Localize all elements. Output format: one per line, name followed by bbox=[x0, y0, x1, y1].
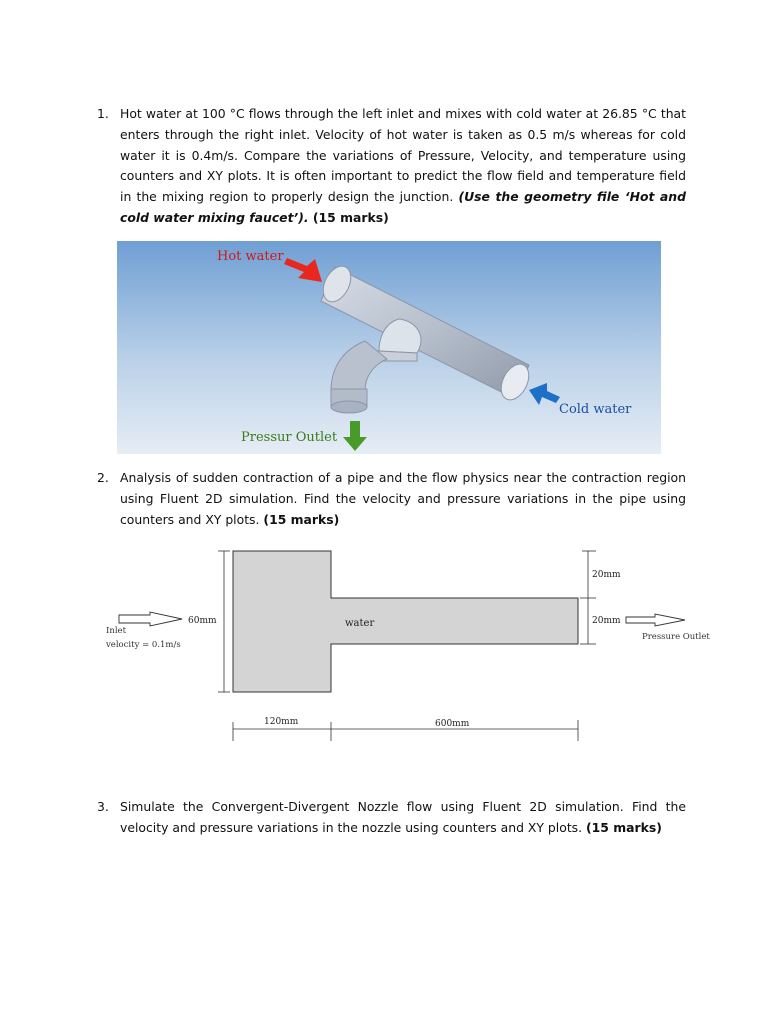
pipe-geometry bbox=[233, 551, 578, 692]
question-text: Simulate the Convergent-Divergent Nozzle flow using Fluent 2D simulation. Find the velocity and pressure variations in the nozzle using counters and XY plots. (15 marks) bbox=[120, 799, 686, 835]
marks: (15 marks) bbox=[263, 511, 340, 527]
question-text: Analysis of sudden contraction of a pipe and the flow physics near the contraction region using Fluent 2D simulation. Find the velocity and pressure variations in the pipe using counters and XY plots. (15 marks) bbox=[120, 470, 686, 527]
question-2 bbox=[97, 468, 686, 530]
geometry-file-note: (Use the geometry file ‘Hot and cold water mixing faucet’). bbox=[120, 189, 686, 225]
dim-outlet-height: 20mm bbox=[592, 616, 621, 626]
sudden-contraction-figure bbox=[100, 545, 720, 745]
inlet-velocity: velocity = 0.1m/s bbox=[106, 640, 181, 650]
marks: (15 marks) bbox=[308, 209, 389, 225]
outlet-dimensions bbox=[580, 551, 596, 644]
question-1 bbox=[97, 104, 686, 229]
dim-top-gap: 20mm bbox=[592, 570, 621, 580]
hot-water-label: Hot water bbox=[217, 249, 284, 264]
question-3 bbox=[97, 797, 686, 839]
cold-water-label: Cold water bbox=[559, 402, 632, 417]
outlet-label: Pressure Outlet bbox=[642, 632, 710, 642]
question-number: 2. bbox=[97, 470, 109, 485]
question-number: 1. bbox=[97, 106, 109, 121]
fluid-label: water bbox=[345, 618, 375, 629]
inlet-label: Inlet bbox=[106, 626, 126, 636]
marks: (15 marks) bbox=[586, 819, 662, 835]
dim-inlet-length: 120mm bbox=[264, 717, 299, 727]
question-number: 3. bbox=[97, 799, 109, 814]
inlet-height-dimension bbox=[218, 551, 230, 692]
question-text: Hot water at 100 °C flows through the left inlet and mixes with cold water at 26.85 °C that enters through the right inlet. Velocity of hot water is taken as 0.5 m/s whereas for cold water it is 0.4m/s. Compare the variations of Pressure, Velocity, and temperature using counters and XY plots. It is often important to predict the flow field and temperature field in the mixing region to properly design the junction. (Use the geometry file ‘Hot and cold water mixing faucet’). (15 marks) bbox=[120, 106, 686, 225]
pressure-outlet-label: Pressur Outlet bbox=[241, 430, 338, 445]
dim-inlet-height: 60mm bbox=[188, 616, 217, 626]
dim-total-length: 600mm bbox=[435, 719, 470, 729]
inlet-arrow bbox=[119, 612, 182, 626]
outlet-arrow bbox=[626, 614, 685, 626]
mixing-faucet-figure bbox=[117, 241, 661, 454]
